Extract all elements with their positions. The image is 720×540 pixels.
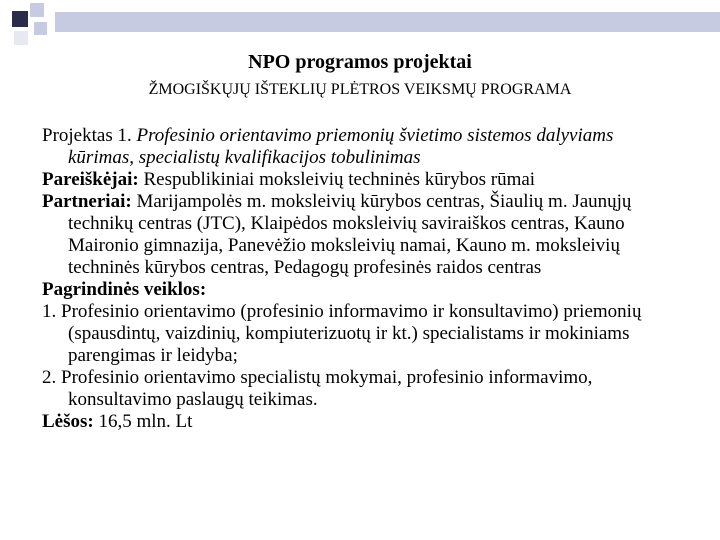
applicant-label: Pareiškėjai: [42,169,139,190]
partners-label: Partneriai: [42,191,132,212]
partners-paragraph [42,191,672,279]
page-subtitle: ŽMOGIŠKŲJŲ IŠTEKLIŲ PLĖTROS VEIKSMŲ PROGRAMA [148,81,572,98]
decoration-square-dark [12,11,28,27]
decoration-bar [55,12,720,32]
activities-label: Pagrindinės veiklos: [42,279,207,300]
content-body [42,125,672,433]
applicant-paragraph [42,169,672,191]
activity-item-1: 1. Profesinio orientavimo (profesinio informavimo ir konsultavimo) priemonių (spausdintų, vaizdinių, kompiuterizuotų ir kt.) specialistams ir mokiniams parengimas ir leidyba; [42,301,642,366]
funds-value: 16,5 mln. Lt [98,411,193,432]
project-label: Projektas 1. [42,125,132,146]
decoration-square-light [30,3,44,17]
activity-item-2: 2. Profesinio orientavimo specialistų mokymai, profesinio informavimo, konsultavimo paslaugų teikimas. [42,367,593,410]
funds-label: Lėšos: [42,411,94,432]
funds-paragraph [42,411,672,433]
decoration-square-lighter [14,31,28,45]
partners-value: Marijampolės m. moksleivių kūrybos centras, Šiaulių m. Jaunųjų technikų centras (JTC), Klaipėdos moksleivių saviraiškos centras, Kauno Maironio gimnazija, Panevėžio moksleivių namai, Kauno m. moksleivių techninės kūrybos centras, Pedagogų profesinės raidos centras [68,191,632,278]
project-name: Profesinio orientavimo priemonių švietimo sistemos dalyviams kūrimas, specialistų kvalifikacijos tobulinimas [68,125,614,168]
project-paragraph [42,125,672,169]
applicant-value: Respublikiniai moksleivių techninės kūrybos rūmai [143,169,536,190]
decoration-square-light-2 [34,22,47,35]
page-title: NPO programos projektai [248,51,472,73]
